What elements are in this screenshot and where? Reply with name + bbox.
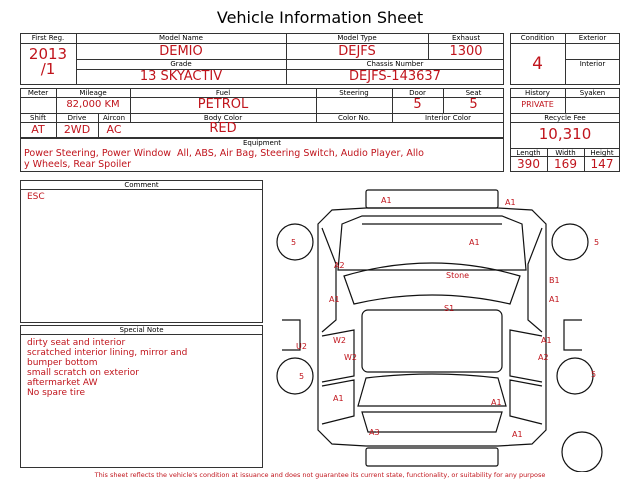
shift-value: AT (31, 123, 45, 136)
history-value: PRIVATE (521, 100, 554, 109)
interior-label: Interior (579, 60, 606, 68)
comment-value: ESC (27, 192, 45, 202)
damage-left-side: U2 (296, 342, 307, 351)
exhaust-label: Exhaust (451, 34, 481, 42)
damage-rear-left: A1 (333, 394, 344, 403)
damage-fender-left: A2 (334, 261, 345, 270)
seat-label: Seat (465, 89, 482, 97)
drive-label: Drive (67, 114, 87, 122)
damage-hood: A1 (469, 238, 480, 247)
syaken-label: Syaken (579, 89, 606, 97)
body-color-label: Body Color (203, 114, 243, 122)
condition-value: 4 (532, 54, 543, 74)
damage-bumper-rear-right: A1 (512, 430, 523, 439)
damage-wheel-fr: 5 (594, 238, 600, 247)
height-label: Height (590, 149, 614, 157)
chassis-number-value: DEJFS-143637 (349, 69, 441, 84)
grade-value: 13 SKYACTIV (139, 69, 223, 84)
color-no-label: Color No. (337, 114, 371, 122)
model-type-value: DEJFS (338, 44, 376, 59)
body-color-value: RED (209, 121, 237, 136)
first-reg-value: 2013 /1 (28, 45, 68, 78)
exterior-label: Exterior (578, 34, 607, 42)
model-name-label: Model Name (159, 34, 203, 42)
sheet-title: Vehicle Information Sheet (216, 8, 424, 27)
damage-roof: S1 (444, 304, 455, 313)
aircon-value: AC (106, 123, 122, 136)
fuel-label: Fuel (215, 89, 231, 97)
equipment-value: Power Steering, Power Window All, ABS, Air Bag, Steering Switch, Audio Player, Allo y Wheels, Rear Spoiler (24, 148, 424, 170)
model-name-value: DEMIO (159, 44, 203, 59)
damage-door-rr: A1 (541, 336, 552, 345)
comment-label: Comment (124, 181, 159, 189)
width-value: 169 (554, 157, 577, 171)
door-label: Door (409, 89, 426, 97)
mileage-value: 82,000 KM (66, 99, 120, 110)
length-label: Length (516, 149, 541, 157)
fuel-value: PETROL (197, 97, 249, 112)
damage-front-left: A1 (381, 196, 392, 205)
damage-fender-right: B1 (549, 276, 560, 285)
width-label: Width (555, 149, 576, 157)
steering-label: Steering (339, 89, 369, 97)
comment-box (20, 180, 263, 323)
damage-windshield: Stone (446, 271, 470, 280)
disclaimer-footer: This sheet reflects the vehicle's condition at issuance and does not guarantee its current state, functionality, or suitability for any purpose (94, 471, 546, 479)
damage-door-fr: A1 (549, 295, 560, 304)
damage-front-right: A1 (505, 198, 516, 207)
first-reg-label: First Reg. (31, 34, 65, 42)
drive-value: 2WD (63, 123, 91, 136)
model-type-label: Model Type (337, 34, 377, 42)
height-value: 147 (590, 157, 614, 171)
grade-label: Grade (170, 60, 192, 68)
interior-color-label: Interior Color (424, 114, 472, 122)
exhaust-value: 1300 (449, 44, 483, 59)
chassis-number-label: Chassis Number (366, 60, 424, 68)
mileage-label: Mileage (79, 89, 107, 97)
damage-bumper-rear-left: A3 (369, 428, 380, 437)
aircon-label: Aircon (102, 114, 126, 122)
condition-label: Condition (520, 34, 555, 42)
damage-door-rl-upper: W2 (333, 336, 346, 345)
history-label: History (525, 89, 550, 97)
recycle-fee-label: Recycle Fee (544, 114, 586, 122)
special-note-value: dirty seat and interior scratched interior lining, mirror and bumper bottom small scratch on exterior aftermarket AW No spare tire (27, 338, 188, 398)
damage-wheel-rr: 5 (591, 370, 597, 379)
seat-value: 5 (469, 97, 478, 112)
door-value: 5 (413, 97, 422, 112)
car-damage-diagram (270, 180, 630, 472)
damage-wheel-fl: 5 (291, 238, 297, 247)
damage-wheel-rl: 5 (299, 372, 305, 381)
length-value: 390 (517, 157, 540, 171)
damage-quarter-right: A2 (538, 353, 549, 362)
meter-label: Meter (27, 89, 49, 97)
special-note-label: Special Note (119, 326, 164, 334)
equipment-label: Equipment (243, 139, 281, 147)
recycle-fee-value: 10,310 (538, 125, 592, 143)
damage-trunk: A1 (491, 398, 502, 407)
shift-label: Shift (30, 114, 46, 122)
damage-door-rl-lower: W2 (344, 353, 357, 362)
damage-door-fl: A1 (329, 295, 340, 304)
